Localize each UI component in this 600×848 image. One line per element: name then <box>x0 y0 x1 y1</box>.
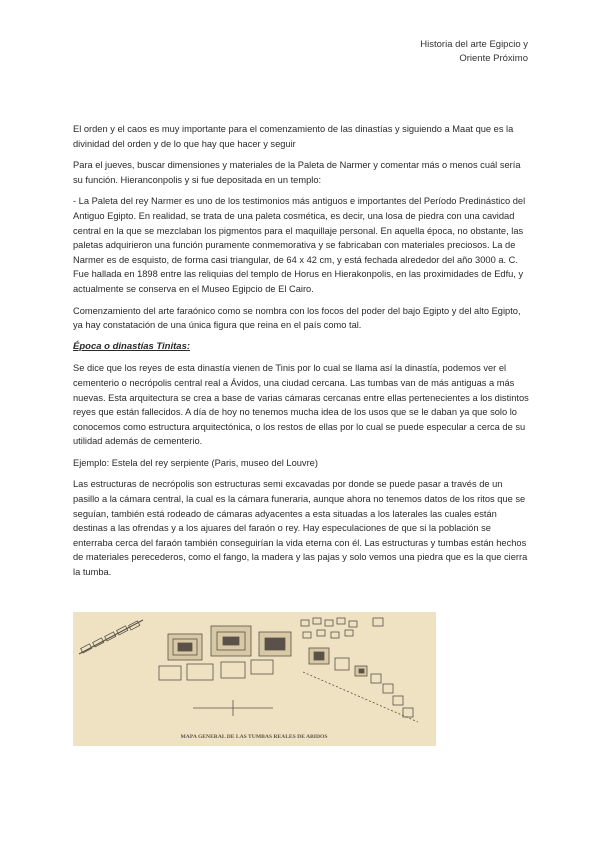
section-heading-tinitas: Época o dinastías Tinitas: <box>73 340 191 352</box>
map-central-blocks <box>159 626 291 680</box>
header-title-line-2: Oriente Próximo <box>459 53 528 64</box>
header-title-line-1: Historia del arte Egipcio y <box>420 39 528 50</box>
abydos-tombs-map-image <box>73 612 436 746</box>
page-header <box>420 38 528 66</box>
map-right-tomb-chain <box>303 648 418 722</box>
paragraph-example-stela: Ejemplo: Estela del rey serpiente (Paris, museo del Louvre) <box>73 457 318 468</box>
paragraph-tinis-dynasty: Se dice que los reyes de esta dinastía vienen de Tinis por lo cual se llama así la dinastía, podemos ver el cementerio o necrópolis central real a Ávidos, una ciudad cercana. Las tumbas van de más antiguas a más nuevas. Esta arquitectura se crea a base de varias cámaras cercanas entre ellas pertenecientes a los distintos reyes que están fallecidos. A día de hoy no tenemos mucha idea de los usos que se le daban ya que solo lo conocemos como estructura arquitectónica, o los restos de ellas por lo cual se puede especular a cerca de su utilidad además de cementerio. <box>73 363 529 447</box>
paragraph-narmer-palette: - La Paleta del rey Narmer es uno de los testimonios más antiguos e importantes del Período Predinástico del Antiguo Egipto. En realidad, se trata de una paleta cosmética, es decir, una losa de piedra con una cavidad central en la que se mezclaban los pigmentos para el maquillaje personal. En aquella época, no obstante, las paletas adquirieron una función puramente conmemorativa y se fabricaban con materiales preciosos. La de Narmer es de esquisto, de forma casi triangular, de 64 x 42 cm, y está fechada alrededor del año 3000 a. C. Fue hallada en 1898 entre las reliquias del templo de Horus en Hierakonpolis, en las proximidades de Edfu, y actualmente se conserva en el Museo Egipcio de El Cairo. <box>73 196 526 294</box>
map-upper-right-tombs <box>301 618 383 638</box>
abydos-map-drawing <box>73 612 436 746</box>
paragraph-maat: El orden y el caos es muy importante para el comenzamiento de las dinastías y siguiendo a Maat que es la divinidad del orden y de lo que hay que hacer y seguir <box>73 124 514 149</box>
document-body <box>73 122 530 587</box>
paragraph-assignment: Para el jueves, buscar dimensiones y materiales de la Paleta de Narmer y comentar más o menos cuál sería su función. Hieranconpolis y si fue depositada en un templo: <box>73 160 521 185</box>
paragraph-pharaonic-art: Comenzamiento del arte faraónico como se nombra con los focos del poder del bajo Egipto y del alto Egipto, ya hay constatación de una única figura que reina en el país como tal. <box>73 305 521 331</box>
paragraph-necropolis-structures: Las estructuras de necrópolis son estructuras semi excavadas por donde se puede pasar a través de un pasillo a la cámara central, la cual es la cámara funeraria, aunque ahora no tenemos datos de los ritos que se seguían, también está rodeado de cámaras adyacentes a esta situadas a los laterales las cuales están destinas a las ofrendas y a los ajuares del faraón o rey. Hay especulaciones de que si la población se enterraba cerca del faraón también conseguirían la vida eterna con él. Las estructuras y tumbas están hechos de materiales perecederos, como el fango, la madera y las pajas y solo vemos una piedra que es la que cierra la tumba. <box>73 479 528 578</box>
map-caption: MAPA GENERAL DE LAS TUMBAS REALES DE ABIDOS <box>180 734 328 740</box>
map-left-tomb-row <box>79 620 143 654</box>
